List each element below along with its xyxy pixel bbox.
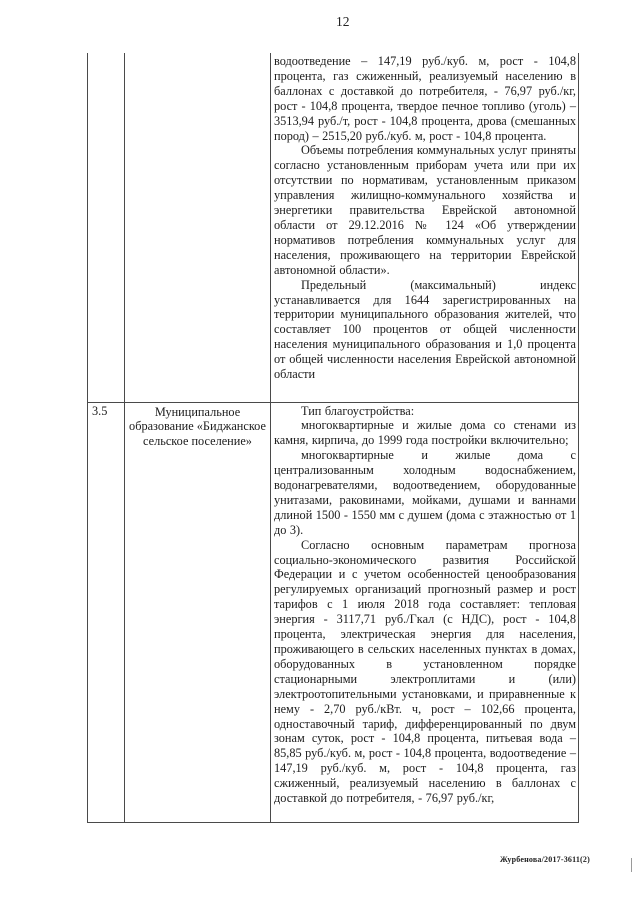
municipality-name-cell [125,53,271,402]
paragraph: водоотведение – 147,19 руб./куб. м, рост - 104,8 процента, газ сжиженный, реализуемый населению в баллонах с доставкой до потребителя, - 76,97 руб./кг, рост - 104,8 процента, твердое печное топливо (уголь) – 3513,94 руб./т, рост - 104,8 процента, дрова (смешанных пород) – 2515,20 руб./куб. м, рост - 104,8 процента. [274,54,576,143]
page-number: 12 [336,14,350,29]
scan-artifact [631,858,632,872]
paragraph: Объемы потребления коммунальных услуг приняты согласно установленным приборам учета или при их отсутствии по нормативам, установленным приказом управления жилищно-коммунального хозяйства и энергетики правительства Еврейской автономной области от 29.12.2016 № 124 «Об утверждении нормативов потребления коммунальных услуг для населения, проживающего на территории Еврейской автономной области». [274,143,576,277]
description-cell [271,402,579,822]
paragraph: Согласно основным параметрам прогноза социально-экономического развития Российской Федерации и с учетом особенностей ценообразования регулируемых организаций прогнозный размер и рост тарифов с 1 июля 2018 года составляет: тепловая энергия - 3117,71 руб./Гкал (с НДС), рост - 104,8 процента, электрическая энергия для населения, проживающего в сельских населенных пунктах в домах, оборудованных в установленном порядке стационарными электроплитами и (или) электроотопительными установками, и приравненные к нему - 2,70 руб./кВт. ч, рост – 102,66 процента, одноставочный тариф, дифференцированный по двум зонам суток, рост - 104,8 процента, питьевая вода – 85,85 руб./куб. м, рост - 104,8 процента, водоотведение – 147,19 руб./куб. м, рост - 104,8 процента, газ сжиженный, реализуемый населению в баллонах с доставкой до потребителя, - 76,97 руб./кг, [274,537,576,806]
row-number-cell [88,53,125,402]
paragraph: многоквартирные и жилые дома с централизованным холодным водоснабжением, водонагревателями, водоотведением, оборудованные унитазами, раковинами, мойками, душами и ваннами длиной 1500 - 1550 мм с душем (дома с этажностью от 1 до 3). [274,448,576,537]
paragraph: Предельный (максимальный) индекс устанавливается для 1644 зарегистрированных на территории муниципального образования жителей, что составляет 100 процентов от общей численности населения муниципального образования и 1,0 процента от общей численности населения Еврейской автономной области [274,277,576,382]
tariff-table [87,53,579,823]
description-cell [271,53,579,402]
paragraph: многоквартирные и жилые дома со стенами из камня, кирпича, до 1999 года постройки включительно; [274,418,576,448]
table-row-continuation [88,53,579,402]
document-reference: Журбенова/2017-3611(2) [499,855,590,864]
table-row-3-5 [88,402,579,822]
paragraph: Тип благоустройства: [301,403,415,418]
row-number-cell: 3.5 [88,402,125,822]
municipality-name-cell: Муниципальное образование «Биджанское сельское поселение» [125,402,271,822]
